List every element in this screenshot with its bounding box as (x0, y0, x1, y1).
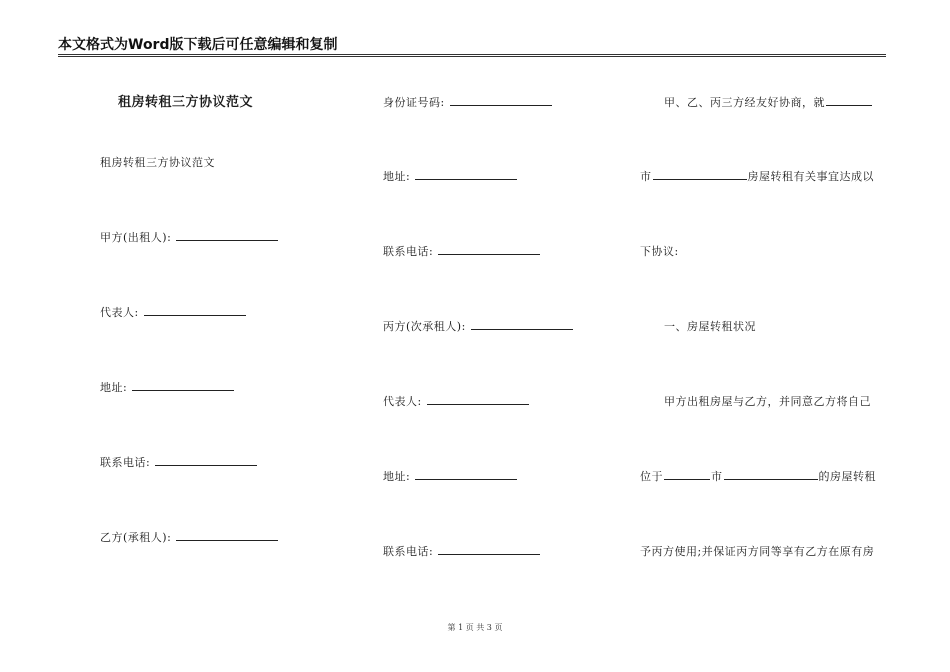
field-label: 联系电话: (383, 245, 434, 258)
line-text: 房屋转租有关事宜达成以 (747, 170, 874, 183)
party-b-phone-field (383, 243, 541, 259)
party-c-phone-field (383, 543, 541, 559)
paragraph-line (640, 243, 679, 259)
section-heading (664, 318, 756, 334)
blank-underline (415, 468, 517, 480)
paragraph-line (640, 168, 874, 184)
line-text: 甲方出租房屋与乙方，并同意乙方将自己 (664, 395, 871, 408)
doc-subtitle (100, 154, 215, 170)
party-c-representative-field (383, 393, 530, 409)
blank-underline (144, 304, 246, 316)
id-number-field (383, 94, 553, 110)
field-label: 身份证号码: (383, 96, 445, 109)
party-c-field (383, 318, 574, 334)
line-text: 的房屋转租 (818, 470, 876, 483)
party-a-phone-field (100, 454, 258, 470)
field-label: 甲方(出租人): (100, 231, 172, 244)
field-label: 地址: (383, 470, 411, 483)
party-a-representative-field (100, 304, 247, 320)
field-label: 联系电话: (100, 456, 151, 469)
line-text: 一、房屋转租状况 (664, 320, 756, 333)
field-label: 代表人: (383, 395, 422, 408)
blank-underline (176, 229, 278, 241)
blank-underline (471, 318, 573, 330)
blank-underline (155, 454, 257, 466)
blank-underline (724, 468, 818, 480)
party-a-field (100, 229, 279, 245)
line-text: 下协议: (640, 245, 679, 258)
field-label: 地址: (100, 381, 128, 394)
field-label: 联系电话: (383, 545, 434, 558)
field-label: 地址: (383, 170, 411, 183)
text-column-2 (383, 0, 603, 672)
blank-underline (664, 468, 710, 480)
blank-underline (438, 543, 540, 555)
blank-underline (653, 168, 747, 180)
party-a-address-field (100, 379, 235, 395)
line-text: 租房转租三方协议范文 (100, 156, 215, 169)
party-b-address-field (383, 168, 518, 184)
blank-underline (427, 393, 529, 405)
blank-underline (450, 94, 552, 106)
blank-underline (176, 529, 278, 541)
party-c-address-field (383, 468, 518, 484)
blank-underline (415, 168, 517, 180)
paragraph-line (640, 543, 874, 559)
page-number: 第 1 页 共 3 页 (447, 623, 503, 632)
party-b-field (100, 529, 279, 545)
text-column-3 (640, 0, 885, 672)
paragraph-line (664, 393, 871, 409)
document-title: 租房转租三方协议范文 (118, 95, 254, 110)
line-text: 予丙方使用;并保证丙方同等享有乙方在原有房 (640, 545, 875, 558)
line-text: 市 (711, 470, 723, 483)
document-header-title: 本文格式为Word版下载后可任意编辑和复制 (58, 37, 338, 53)
blank-underline (132, 379, 234, 391)
blank-underline (438, 243, 540, 255)
line-text: 位于 (640, 470, 663, 483)
line-text: 甲、乙、丙三方经友好协商，就 (664, 96, 825, 109)
text-column-1 (100, 0, 300, 672)
line-text: 市 (640, 170, 652, 183)
paragraph-line (664, 94, 873, 110)
blank-underline (826, 94, 872, 106)
field-label: 乙方(承租人): (100, 531, 172, 544)
field-label: 代表人: (100, 306, 139, 319)
paragraph-line (640, 468, 876, 484)
field-label: 丙方(次承租人): (383, 320, 466, 333)
